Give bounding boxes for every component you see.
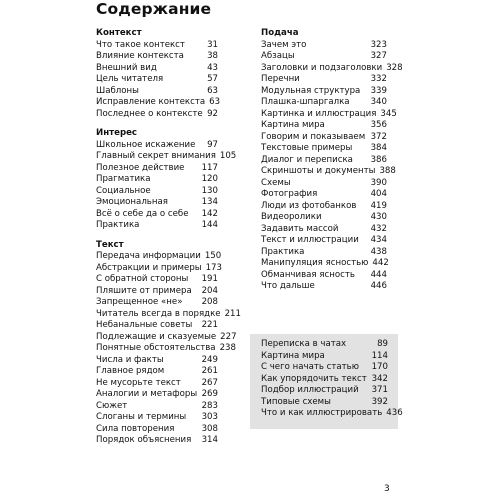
toc-entry-page: 261 <box>201 366 218 376</box>
toc-entry-page: 130 <box>201 185 218 196</box>
toc-entry-page: 442 <box>372 258 389 268</box>
toc-entry-label: Плашка-шпаргалка <box>261 97 350 107</box>
toc-entry-page: 134 <box>201 197 218 207</box>
sidebar-box-entry[interactable] <box>261 339 388 351</box>
toc-entry[interactable] <box>261 155 387 167</box>
toc-entry-label: Модульная структура <box>261 85 361 96</box>
toc-entry-label: Слоганы и термины <box>96 412 187 422</box>
sidebar-box-entry[interactable] <box>261 397 388 409</box>
toc-entry-page: 267 <box>201 377 218 388</box>
page-title: Содержание <box>96 0 212 18</box>
toc-entry-page: 446 <box>370 281 387 291</box>
toc-entry-page: 221 <box>201 320 218 330</box>
toc-entry-label: Манипуляция ясностью <box>261 258 369 268</box>
toc-entry-label: Как упорядочить текст <box>261 373 367 384</box>
toc-entry-label: Сила повторения <box>96 423 175 434</box>
toc-entry-page: 328 <box>386 62 403 73</box>
toc-entry-page: 269 <box>201 389 218 399</box>
toc-entry-page: 314 <box>201 435 218 445</box>
toc-entry-label: Фотография <box>261 189 318 199</box>
toc-entry-label: Практика <box>261 246 305 257</box>
toc-entry-label: Эмоциональная <box>96 197 168 207</box>
toc-entry-label: Скриншоты и документы <box>261 166 376 176</box>
toc-entry[interactable] <box>96 186 218 198</box>
sidebar-box-entry[interactable] <box>261 374 388 386</box>
toc-entry[interactable] <box>96 74 218 86</box>
toc-entry-label: Школьное искажение <box>96 139 196 150</box>
toc-entry-page: 38 <box>207 51 218 61</box>
toc-entry-label: Шаблоны <box>96 85 139 96</box>
toc-entry-page: 419 <box>370 200 387 211</box>
section-heading: Интерес <box>96 128 138 138</box>
toc-entry[interactable] <box>96 412 218 424</box>
toc-entry-label: Подбор иллюстраций <box>261 385 359 395</box>
toc-entry[interactable] <box>261 224 387 236</box>
toc-entry-label: С обратной стороны <box>96 274 189 284</box>
toc-entry-page: 89 <box>377 339 388 349</box>
toc-entry-label: Говорим и показываем <box>261 131 366 142</box>
toc-entry[interactable] <box>261 108 397 121</box>
toc-entry[interactable] <box>261 235 387 247</box>
toc-entry[interactable] <box>96 40 218 52</box>
toc-entry-page: 191 <box>201 274 218 284</box>
toc-entry-label: Исправление контекста <box>96 97 206 107</box>
toc-entry[interactable] <box>261 166 396 178</box>
toc-entry-page: 404 <box>370 189 387 199</box>
toc-entry[interactable] <box>96 308 241 321</box>
toc-entry[interactable] <box>261 270 387 282</box>
toc-entry[interactable] <box>261 97 387 109</box>
toc-entry[interactable] <box>96 274 218 286</box>
toc-entry-page: 63 <box>207 85 218 96</box>
toc-entry[interactable] <box>96 51 218 63</box>
toc-entry-page: 372 <box>370 131 387 142</box>
toc-entry[interactable] <box>96 174 218 186</box>
toc-entry-page: 114 <box>371 350 388 361</box>
toc-entry-label: Полезное действие <box>96 162 185 173</box>
sidebar-box-entry[interactable] <box>261 351 388 363</box>
toc-entry[interactable] <box>96 109 218 121</box>
toc-entry-page: 120 <box>201 174 218 184</box>
toc-entry[interactable] <box>96 343 236 355</box>
section-heading: Подача <box>261 28 299 38</box>
toc-entry[interactable] <box>261 86 387 98</box>
toc-left-column <box>96 28 241 447</box>
toc-entry-page: 392 <box>371 396 388 407</box>
toc-entry-label: Что такое контекст <box>96 39 185 50</box>
toc-entry[interactable] <box>261 74 387 86</box>
toc-entry-label: Прагматика <box>96 174 151 184</box>
toc-entry-label: Текстовые примеры <box>261 143 353 153</box>
toc-entry[interactable] <box>261 247 387 259</box>
toc-entry-label: Картинка и иллюстрация <box>261 108 377 119</box>
toc-entry[interactable] <box>261 281 387 293</box>
toc-entry-page: 436 <box>386 408 403 418</box>
toc-entry[interactable] <box>261 62 403 75</box>
toc-entry-page: 432 <box>370 223 387 234</box>
toc-entry[interactable] <box>96 220 218 232</box>
toc-entry-label: Главное рядом <box>96 366 165 376</box>
toc-entry-page: 371 <box>371 385 388 395</box>
toc-entry-page: 57 <box>207 74 218 84</box>
toc-entry[interactable] <box>261 212 387 224</box>
toc-entry-label: Всё о себе да о себе <box>96 208 189 219</box>
toc-entry-label: Диалог и переписка <box>261 154 353 165</box>
toc-entry-label: Что и как иллюстрировать <box>261 408 383 418</box>
toc-entry-page: 31 <box>207 39 218 50</box>
toc-entry-label: Абстракции и примеры <box>96 262 202 273</box>
toc-entry-page: 170 <box>371 362 388 372</box>
toc-entry-page: 438 <box>370 246 387 257</box>
toc-entry[interactable] <box>261 120 387 132</box>
toc-entry[interactable] <box>261 132 387 144</box>
toc-entry[interactable] <box>96 251 222 263</box>
toc-entry-page: 430 <box>370 212 387 222</box>
toc-entry[interactable] <box>261 201 387 213</box>
toc-entry-page: 345 <box>380 108 397 119</box>
toc-entry-page: 386 <box>370 154 387 165</box>
toc-entry-page: 388 <box>379 166 396 176</box>
toc-entry[interactable] <box>96 331 237 344</box>
toc-entry-page: 173 <box>205 262 222 273</box>
toc-entry[interactable] <box>96 97 221 109</box>
toc-entry-label: Схемы <box>261 177 291 188</box>
toc-entry-label: Типовые схемы <box>261 396 331 407</box>
toc-entry-label: Последнее о контексте <box>96 108 203 119</box>
toc-entry-label: Социальное <box>96 185 151 196</box>
toc-entry-page: 327 <box>370 51 387 61</box>
toc-entry-label: Заголовки и подзаголовки <box>261 62 383 73</box>
toc-entry[interactable] <box>96 297 218 309</box>
toc-entry-label: Передача информации <box>96 251 201 261</box>
toc-entry-label: Внешний вид <box>96 62 157 73</box>
toc-entry-label: Понятные обстоятельства <box>96 343 216 353</box>
toc-entry-label: Сюжет <box>96 400 128 411</box>
toc-entry-page: 97 <box>207 139 218 150</box>
toc-entry[interactable] <box>96 163 218 175</box>
toc-entry-label: Читатель всегда в порядке <box>96 308 221 319</box>
toc-entry-page: 283 <box>201 400 218 411</box>
toc-entry-page: 249 <box>201 354 218 365</box>
toc-entry-page: 144 <box>201 220 218 230</box>
page-number: 3 <box>384 484 390 494</box>
toc-entry[interactable] <box>96 378 218 390</box>
sidebar-box-entry[interactable] <box>261 408 403 420</box>
toc-entry-label: Не мусорьте текст <box>96 377 181 388</box>
toc-entry[interactable] <box>96 286 218 298</box>
toc-entry-page: 150 <box>204 251 222 261</box>
toc-entry-label: Порядок объяснения <box>96 435 192 445</box>
section-heading: Контекст <box>96 28 142 38</box>
toc-entry-page: 384 <box>370 143 387 153</box>
toc-entry[interactable] <box>96 140 218 152</box>
toc-entry-label: Задавить массой <box>261 223 339 234</box>
toc-entry-page: 63 <box>209 97 221 107</box>
toc-entry-page: 356 <box>370 120 387 130</box>
section-gap <box>96 232 218 240</box>
toc-entry[interactable] <box>261 51 387 63</box>
toc-entry[interactable] <box>96 63 218 75</box>
toc-entry-label: Текст и иллюстрации <box>261 235 359 245</box>
section-heading: Текст <box>96 239 124 250</box>
toc-entry-page: 339 <box>370 85 387 96</box>
toc-entry-page: 303 <box>201 412 218 422</box>
toc-entry-page: 43 <box>207 62 218 73</box>
toc-entry-label: Видеоролики <box>261 212 322 222</box>
toc-entry[interactable] <box>96 355 218 367</box>
toc-entry-page: 340 <box>370 97 387 107</box>
sidebar-box <box>250 334 403 429</box>
toc-entry[interactable] <box>96 401 218 413</box>
toc-entry-page: 444 <box>370 269 387 280</box>
toc-entry-label: Что дальше <box>261 281 315 291</box>
toc-entry-label: Обманчивая ясность <box>261 269 355 280</box>
toc-entry-page: 211 <box>224 308 241 319</box>
toc-entry-page: 332 <box>370 74 387 84</box>
toc-entry-page: 342 <box>371 373 388 384</box>
toc-entry-label: Запрещенное «не» <box>96 297 183 307</box>
toc-entry-label: Подлежащие и сказуемые <box>96 331 217 342</box>
toc-entry-page: 142 <box>201 208 218 219</box>
toc-entry-label: Переписка в чатах <box>261 339 347 349</box>
sidebar-box-entry[interactable] <box>261 362 388 374</box>
toc-entry[interactable] <box>96 209 218 221</box>
toc-entry-page: 227 <box>220 331 237 342</box>
toc-entry-page: 434 <box>370 235 387 245</box>
section-gap <box>96 120 218 128</box>
toc-entry-label: Влияние контекста <box>96 51 184 61</box>
toc-entry-page: 208 <box>201 297 218 307</box>
toc-entry[interactable] <box>96 151 237 163</box>
toc-entry-label: Зачем это <box>261 39 307 50</box>
toc-entry-label: Небанальные советы <box>96 320 193 330</box>
toc-entry-page: 390 <box>370 177 387 188</box>
toc-entry-page: 105 <box>219 151 237 161</box>
toc-right-column <box>261 28 403 293</box>
toc-entry[interactable] <box>96 197 218 209</box>
toc-entry[interactable] <box>261 258 387 270</box>
toc-entry[interactable] <box>96 435 218 447</box>
toc-entry[interactable] <box>96 389 218 401</box>
toc-entry-label: Люди из фотобанков <box>261 200 357 211</box>
toc-entry-label: Абзацы <box>261 51 295 61</box>
toc-entry[interactable] <box>96 262 222 275</box>
toc-entry-page: 323 <box>370 39 387 50</box>
toc-entry[interactable] <box>96 424 218 436</box>
toc-entry-page: 92 <box>207 108 218 119</box>
toc-entry-label: С чего начать статью <box>261 362 359 372</box>
toc-entry-label: Картина мира <box>261 350 325 361</box>
toc-entry[interactable] <box>96 86 218 98</box>
toc-entry-label: Цель читателя <box>96 74 164 84</box>
toc-entry[interactable] <box>261 143 387 155</box>
toc-entry[interactable] <box>96 366 218 378</box>
sidebar-box-entry[interactable] <box>261 385 388 397</box>
toc-entry-page: 204 <box>201 285 218 296</box>
toc-entry-page: 308 <box>201 423 218 434</box>
toc-entry[interactable] <box>261 189 387 201</box>
toc-entry-page: 238 <box>219 343 236 353</box>
toc-entry[interactable] <box>261 40 387 52</box>
toc-entry[interactable] <box>261 178 387 190</box>
toc-entry-label: Главный секрет внимания <box>96 151 216 161</box>
toc-entry[interactable] <box>96 320 218 332</box>
toc-entry-label: Картина мира <box>261 120 325 130</box>
toc-entry-label: Пляшите от примера <box>96 285 192 296</box>
toc-entry-label: Аналогии и метафоры <box>96 389 198 399</box>
toc-entry-page: 117 <box>201 162 218 173</box>
toc-entry-label: Перечни <box>261 74 300 84</box>
sidebar-box-list <box>261 339 403 420</box>
toc-entry-label: Практика <box>96 220 140 230</box>
toc-entry-label: Числа и факты <box>96 354 164 365</box>
